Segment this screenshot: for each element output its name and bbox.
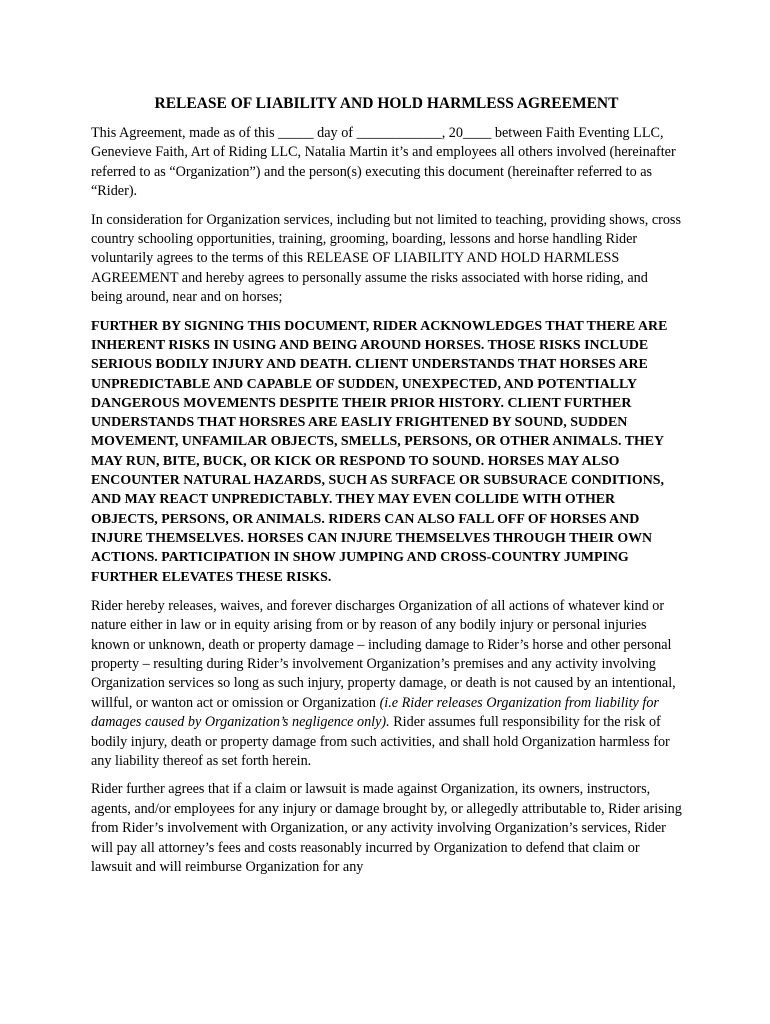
document-title: RELEASE OF LIABILITY AND HOLD HARMLESS AGREEMENT bbox=[154, 95, 619, 112]
document-body bbox=[91, 94, 682, 887]
paragraph-consideration: In consideration for Organization services, including but not limited to teaching, providing shows, cross country schooling opportunities, training, grooming, boarding, lessons and horse handling Rider voluntarily agrees to the terms of this RELEASE OF LIABILITY AND HOLD HARMLESS AGREEMENT and hereby agrees to personally assume the risks associated with horse riding, and being around, near and on horses; bbox=[91, 211, 681, 306]
release-text-italic: (i.e Rider releases Organization from liability for damages caused by Organization’s negligence only). bbox=[91, 694, 659, 731]
release-text-start: Rider hereby releases, waives, and forever discharges Organization of all actions of whatever kind or nature either in law or in equity arising from or by reason of any bodily injury or personal injuries known or unknown, death or property damage – including damage to Rider’s horse and other personal property – resulting during Rider’s involvement Organization’s premises and any activity involving Organization services so long as such injury, property damage, or death is not caused by an intentional, willful, or wanton act or omission or Organization bbox=[91, 597, 676, 711]
paragraph-indemnity: Rider further agrees that if a claim or lawsuit is made against Organization, its owners, instructors, agents, and/or employees for any injury or damage brought by, or allegedly attributable to, Rider arising from Rider’s involvement with Organization, or any activity involving Organization’s services, Rider will pay all attorney’s fees and costs reasonably incurred by Organization to defend that claim or lawsuit and will reimburse Organization for any bbox=[91, 781, 682, 876]
release-text-end: Rider assumes full responsibility for the risk of bodily injury, death or property damage from such activities, and shall hold Organization harmless for any liability thereof as set forth herein. bbox=[91, 714, 670, 770]
paragraph-release bbox=[91, 597, 682, 772]
paragraph-agreement-parties: This Agreement, made as of this _____ day of ____________, 20____ between Faith Eventing LLC, Genevieve Faith, Art of Riding LLC, Natalia Martin it’s and employees all others involved (hereinafter referred to as “Organization”) and the person(s) executing this document (hereinafter referred to as “Rider). bbox=[91, 125, 676, 200]
paragraph-risk-acknowledgement: FURTHER BY SIGNING THIS DOCUMENT, RIDER ACKNOWLEDGES THAT THERE ARE INHERENT RISKS IN USING AND BEING AROUND HORSES. THOSE RISKS INCLUDE SERIOUS BODILY INJURY AND DEATH. CLIENT UNDERSTANDS THAT HORSES ARE UNPREDICTABLE AND CAPABLE OF SUDDEN, UNEXPECTED, AND POTENTIALLY DANGEROUS MOVEMENTS DESPITE THEIR PRIOR HISTORY. CLIENT FURTHER UNDERSTANDS THAT HORSRES ARE EASLIY FRIGHTENED BY SOUND, SUDDEN MOVEMENT, UNFAMILAR OBJECTS, SMELLS, PERSONS, OR OTHER ANIMALS. THEY MAY RUN, BITE, BUCK, OR KICK OR RESPOND TO SOUND. HORSES MAY ALSO ENCOUNTER NATURAL HAZARDS, SUCH AS SURFACE OR SUBSURACE CONDITIONS, AND MAY REACT UNPREDICTABLY. THEY MAY EVEN COLLIDE WITH OTHER OBJECTS, PERSONS, OR ANIMALS. RIDERS CAN ALSO FALL OFF OF HORSES AND INJURE THEMSELVES. HORSES CAN INJURE THEMSELVES THROUGH THEIR OWN ACTIONS. PARTICIPATION IN SHOW JUMPING AND CROSS-COUNTRY JUMPING FURTHER ELEVATES THESE RISKS. bbox=[91, 318, 668, 585]
